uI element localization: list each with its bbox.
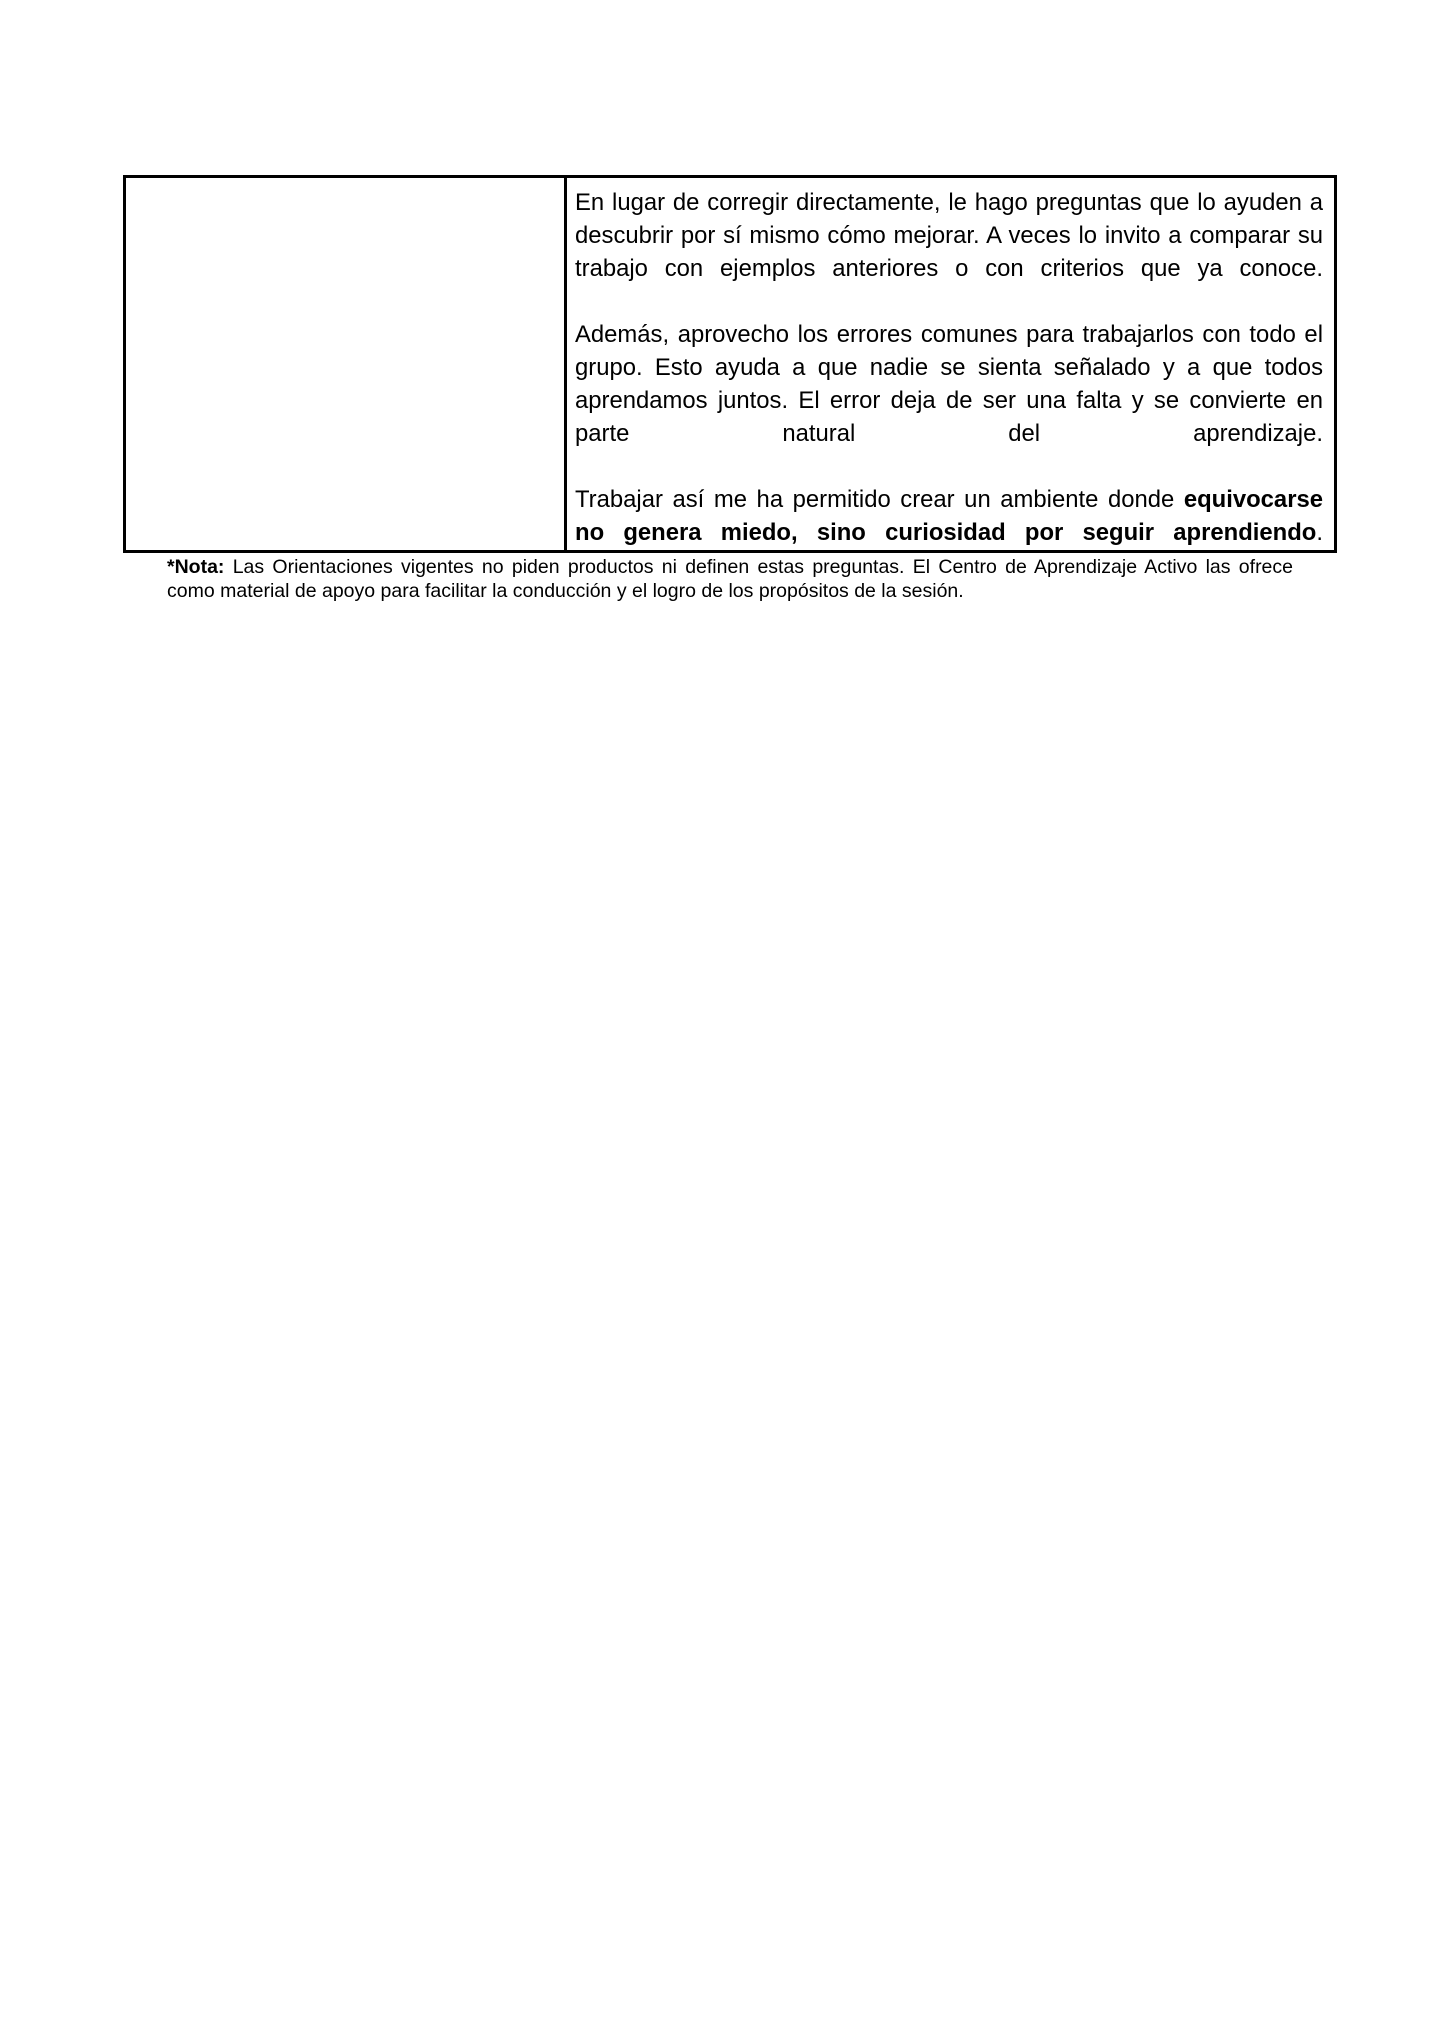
paragraph-3-lead-text: Trabajar así me ha permitido crear un ambiente donde <box>575 486 1184 513</box>
paragraph-3-period: . <box>1316 519 1323 546</box>
footnote-text: Las Orientaciones vigentes no piden productos ni definen estas preguntas. El Centro de Aprendizaje Activo las ofrece como material de apoyo para facilitar la conducción y el logro de los propósitos de la sesión. <box>167 556 1293 602</box>
table-cell-empty <box>126 178 567 550</box>
answer-paragraph-2: Además, aprovecho los errores comunes para trabajarlos con todo el grupo. Esto ayuda a que nadie se sienta señalado y a que todos aprendamos juntos. El error deja de ser una falta y se convierte en parte natural del aprendizaje. <box>575 321 1323 447</box>
paragraph-3-bold-text: equivocarse no genera miedo, sino curiosidad por seguir aprendiendo <box>575 486 1323 546</box>
document-table <box>123 175 1337 553</box>
table-cell-answer <box>567 178 1334 550</box>
answer-paragraph-3 <box>575 483 1323 549</box>
answer-paragraph-1: En lugar de corregir directamente, le hago preguntas que lo ayuden a descubrir por sí mismo cómo mejorar. A veces lo invito a comparar su trabajo con ejemplos anteriores o con criterios que ya conoce. <box>575 189 1323 282</box>
footnote-label: *Nota: <box>167 556 225 578</box>
footnote <box>167 556 1293 603</box>
